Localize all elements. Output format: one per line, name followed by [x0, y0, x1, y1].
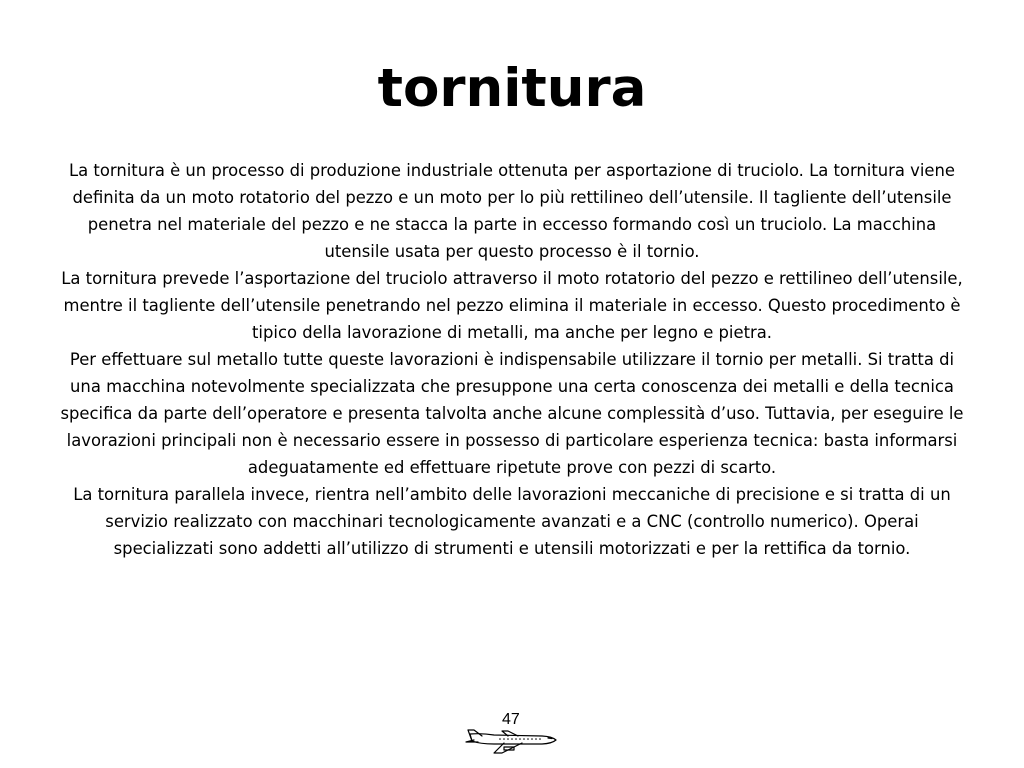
body-text [56, 157, 968, 562]
page-title: tornitura [377, 58, 647, 119]
page-footer [464, 706, 564, 756]
paragraph-2: La tornitura prevede l’asportazione del truciolo attraverso il moto rotatorio del pezzo e rettilineo dell’utensile, mentre il tagliente dell’utensile penetrando nel pezzo elimina il materiale in eccesso. Questo procedimento è tipico della lavorazione di metalli, ma anche per legno e pietra. [61, 269, 963, 342]
page-number: 47 [502, 711, 520, 728]
paragraph-3: Per effettuare sul metallo tutte queste lavorazioni è indispensabile utilizzare il tornio per metalli. Si tratta di una macchina notevolmente specializzata che presuppone una certa conoscenza dei metalli e della tecnica specifica da parte dell’operatore e presenta talvolta anche alcune complessità d’uso. Tuttavia, per eseguire le lavorazioni principali non è necessario essere in possesso di particolare esperienza tecnica: basta informarsi adeguatamente ed effettuare ripetute prove con pezzi di scarto. [60, 350, 964, 477]
paragraph-1: La tornitura è un processo di produzione industriale ottenuta per asportazione di truciolo. La tornitura viene definita da un moto rotatorio del pezzo e un moto per lo più rettilineo dell’utensile. Il tagliente dell’utensile penetra nel materiale del pezzo e ne stacca la parte in eccesso formando così un truciolo. La macchina utensile usata per questo processo è il tornio. [69, 161, 955, 261]
paragraph-4: La tornitura parallela invece, rientra nell’ambito delle lavorazioni meccaniche di precisione e si tratta di un servizio realizzato con macchinari tecnologicamente avanzati e a CNC (controllo numerico). Operai specializzati sono addetti all’utilizzo di strumenti e utensili motorizzati e per la rettifica da tornio. [73, 485, 951, 558]
airplane-icon [464, 724, 564, 756]
